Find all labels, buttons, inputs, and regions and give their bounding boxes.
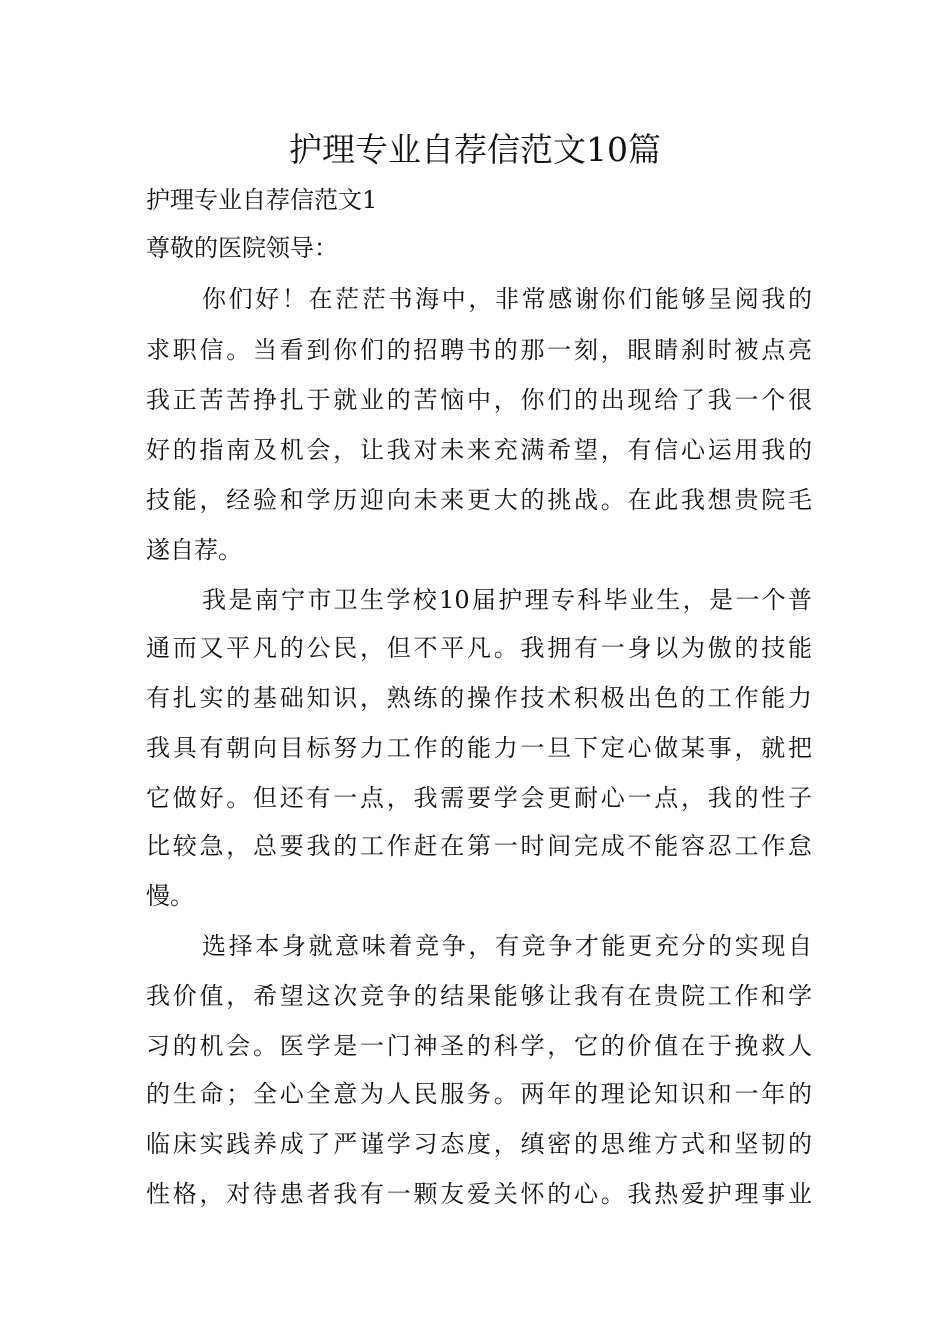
paragraph-line: 我正苦苦挣扎于就业的苦恼中，你们的出现给了我一个很 [146,386,812,414]
paragraph-line: 我具有朝向目标努力工作的能力一旦下定心做某事，就把 [146,734,812,762]
paragraph-line: 有扎实的基础知识，熟练的操作技术积极出色的工作能力 [146,684,812,712]
document-title: 护理专业自荐信范文10篇 [289,130,661,169]
paragraph-line: 我是南宁市卫生学校10届护理专科毕业生，是一个普 [202,586,812,614]
paragraph-line: 遂自荐。 [146,536,242,564]
paragraph-line: 技能，经验和学历迎向未来更大的挑战。在此我想贵院毛 [146,486,812,514]
paragraph-line: 求职信。当看到你们的招聘书的那一刻，眼睛刹时被点亮 [146,336,812,364]
paragraph-line: 比较急，总要我的工作赶在第一时间完成不能容忍工作怠 [146,832,812,860]
paragraph-line: 性格，对待患者我有一颗友爱关怀的心。我热爱护理事业 [146,1180,812,1208]
paragraph-line: 习的机会。医学是一门神圣的科学，它的价值在于挽救人 [146,1032,812,1060]
paragraph-line: 它做好。但还有一点，我需要学会更耐心一点，我的性子 [146,784,812,812]
paragraph-line: 慢。 [146,882,194,910]
paragraph-line: 临床实践养成了严谨学习态度，缜密的思维方式和坚韧的 [146,1130,812,1158]
paragraph-line: 好的指南及机会，让我对未来充满希望，有信心运用我的 [146,436,812,464]
paragraph-line: 的生命；全心全意为人民服务。两年的理论知识和一年的 [146,1080,812,1108]
salutation: 尊敬的医院领导： [146,234,338,262]
paragraph-line: 通而又平凡的公民，但不平凡。我拥有一身以为傲的技能 [146,634,812,662]
paragraph-line: 你们好！在茫茫书海中，非常感谢你们能够呈阅我的 [202,285,812,313]
paragraph-line: 我价值，希望这次竞争的结果能够让我有在贵院工作和学 [146,982,812,1010]
section-heading: 护理专业自荐信范文1 [146,186,378,214]
paragraph-line: 选择本身就意味着竞争，有竞争才能更充分的实现自 [202,932,812,960]
